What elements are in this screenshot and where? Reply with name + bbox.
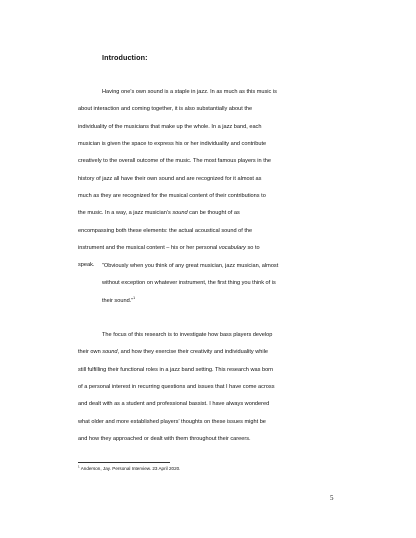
footnote-divider — [78, 462, 170, 463]
text-segment: , and how they exercise their creativity and individuality while — [117, 349, 269, 356]
text-line: and dealt with as a student and professional bassist. I have always wondered — [78, 401, 270, 408]
emphasis-sound: sound — [102, 349, 118, 356]
quote-segment: their sound.” — [102, 297, 134, 304]
quote-line: without exception on whatever instrument, the first thing you think of is — [102, 280, 276, 287]
text-line: creatively to the overall outcome of the music. The most famous players in the — [78, 158, 271, 165]
text-segment: instrument and the musical content – his or her personal — [78, 245, 219, 252]
footnote-text: Anderson, Jay. Personal Interview. 23 April 2020. — [79, 466, 181, 471]
paragraph-intro — [78, 84, 342, 275]
text-line: history of jazz all have their own sound and are recognized for it almost as — [78, 175, 262, 182]
text-line: The focus of this research is to investigate how bass players develop — [102, 332, 273, 338]
section-heading: Introduction: — [102, 53, 148, 62]
text-line — [78, 205, 342, 222]
quote-line — [102, 293, 347, 310]
text-segment: the music. In a way, a jazz musician’s — [78, 210, 173, 217]
text-line: still fulfilling their functional roles in a jazz band setting. This research was born — [78, 366, 274, 373]
text-segment: can be thought of as — [187, 210, 240, 217]
text-line: of a personal interest in recurring questions and issues that I have come across — [78, 384, 275, 391]
footnote — [78, 466, 180, 471]
text-line: speak. — [78, 262, 95, 269]
text-line: and how they approached or dealt with them throughout their careers. — [78, 436, 251, 443]
quote-line: “Obviously when you think of any great musician, jazz musician, almost — [102, 263, 279, 269]
emphasis-vocabulary: vocabulary — [218, 245, 246, 252]
text-line: much as they are recognized for the musical content of their contributions to — [78, 193, 266, 200]
footnote-number: 1 — [78, 464, 80, 469]
text-line — [78, 344, 342, 361]
text-line: what older and more established players’ thoughts on these issues might be — [78, 418, 266, 425]
block-quote — [102, 258, 347, 310]
emphasis-sound: sound — [172, 210, 188, 217]
footnote-reference[interactable]: 1 — [133, 295, 136, 300]
text-line: encompassing both these elements: the actual acoustical sound of the — [78, 227, 253, 234]
text-line — [78, 240, 342, 257]
text-line: Having one’s own sound is a staple in jazz. In as much as this music is — [102, 89, 277, 95]
text-line: musician is given the space to express his or her individuality and contribute — [78, 141, 267, 148]
page-number: 5 — [330, 494, 334, 502]
text-segment: so to — [245, 245, 260, 252]
paragraph-focus — [78, 327, 342, 448]
text-segment: their own — [78, 349, 103, 356]
text-line: individuality of the musicians that make up the whole. In a jazz band, each — [78, 123, 262, 130]
text-line: about interaction and coming together, it is also substantially about the — [78, 106, 253, 113]
